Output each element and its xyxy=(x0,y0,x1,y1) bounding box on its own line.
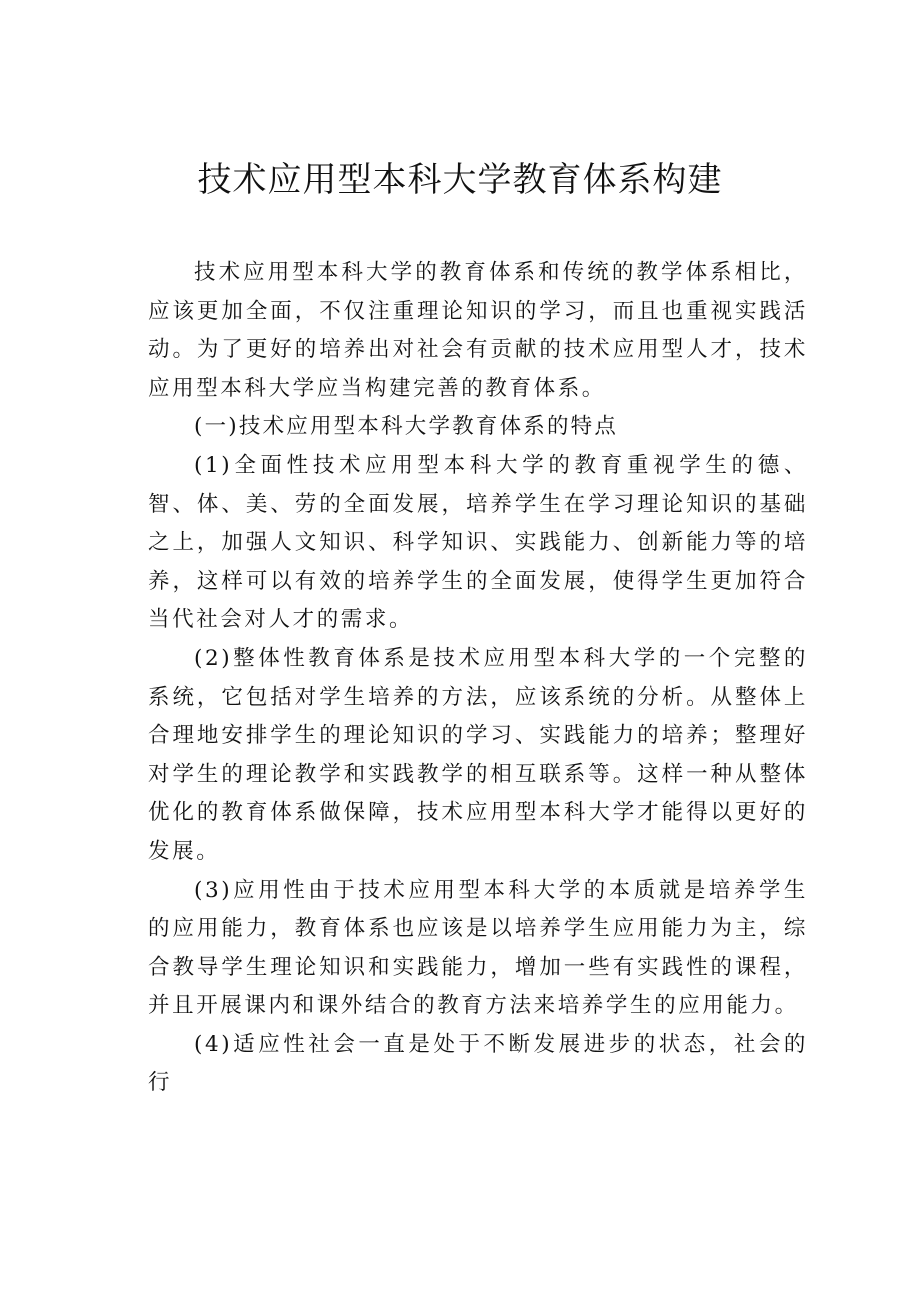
section-heading: (一)技术应用型本科大学教育体系的特点 xyxy=(194,414,619,440)
paragraph-comprehensiveness: (1)全面性技术应用型本科大学的教育重视学生的德、智、体、美、劳的全面发展，培养学生在学习理论知识的基础之上，加强人文知识、科学知识、实践能力、创新能力等的培养，这样可以有效的培养学生的全面发展，使得学生更加符合当代社会对人才的需求。 xyxy=(148,452,808,633)
paragraph-applicability: (3)应用性由于技术应用型本科大学的本质就是培养学生的应用能力，教育体系也应该是以培养学生应用能力为主，综合教导学生理论知识和实践能力，增加一些有实践性的课程，并且开展课内和课外结合的教育方法来培养学生的应用能力。 xyxy=(148,877,808,1019)
document-body xyxy=(148,254,808,1103)
paragraph-integrity: (2)整体性教育体系是技术应用型本科大学的一个完整的系统，它包括对学生培养的方法，应该系统的分析。从整体上合理地安排学生的理论知识的学习、实践能力的培养；整理好对学生的理论教学和实践教学的相互联系等。这样一种从整体优化的教育体系做保障，技术应用型本科大学才能得以更好的发展。 xyxy=(148,645,808,864)
paragraph-adaptability: (4)适应性社会一直是处于不断发展进步的状态，社会的行 xyxy=(148,1031,808,1096)
document-title: 技术应用型本科大学教育体系构建 xyxy=(197,160,723,200)
paragraph-intro: 技术应用型本科大学的教育体系和传统的教学体系相比，应该更加全面，不仅注重理论知识的学习，而且也重视实践活动。为了更好的培养出对社会有贡献的技术应用型人才，技术应用型本科大学应当构建完善的教育体系。 xyxy=(148,260,808,401)
